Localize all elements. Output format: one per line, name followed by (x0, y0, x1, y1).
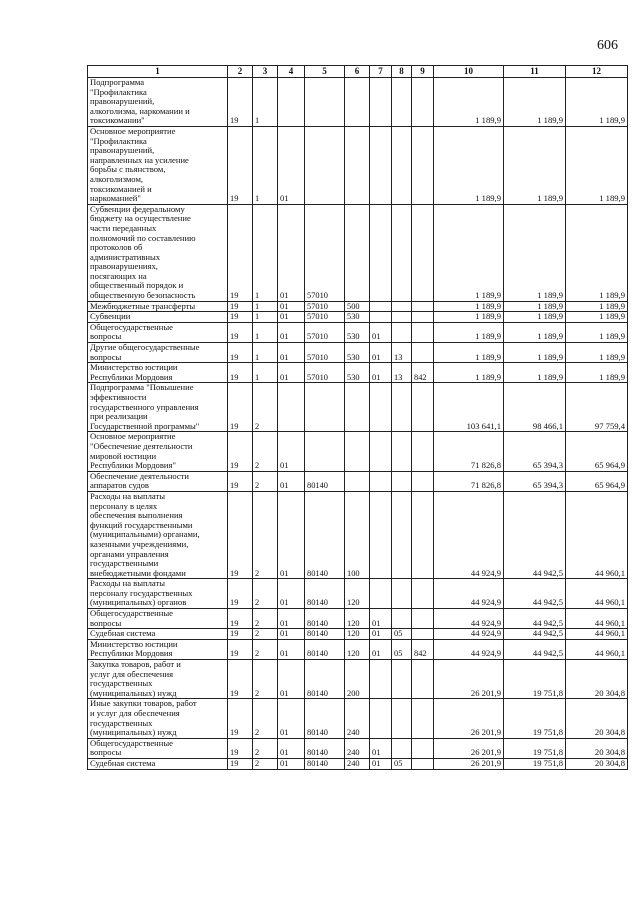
code-col-3: 2 (253, 660, 278, 699)
code-col-5: 80140 (305, 639, 345, 659)
code-col-8 (392, 204, 412, 301)
code-col-9 (412, 432, 434, 471)
code-col-9 (412, 312, 434, 323)
code-col-6: 240 (345, 699, 370, 738)
table-row (88, 301, 628, 312)
table-row (88, 579, 628, 609)
row-name: Расходы на выплаты персоналу в целях обеспечения выполнения функций государственными (муниципальными) органами, казенными учреждениями, органами управления государственными внебюджетными фондами (88, 491, 228, 578)
column-header-3: 3 (253, 66, 278, 78)
code-col-5 (305, 78, 345, 127)
amount-col-11: 44 942,5 (504, 491, 566, 578)
code-col-2: 19 (228, 363, 253, 383)
code-col-8 (392, 471, 412, 491)
code-col-8: 05 (392, 629, 412, 640)
amount-col-12: 65 964,9 (566, 432, 628, 471)
code-col-6 (345, 471, 370, 491)
code-col-8 (392, 660, 412, 699)
amount-col-12: 44 960,1 (566, 639, 628, 659)
amount-col-12: 1 189,9 (566, 301, 628, 312)
code-col-5: 57010 (305, 204, 345, 301)
code-col-6: 530 (345, 312, 370, 323)
code-col-5: 80140 (305, 699, 345, 738)
code-col-2: 19 (228, 609, 253, 629)
column-header-1: 1 (88, 66, 228, 78)
table-row (88, 699, 628, 738)
code-col-3: 2 (253, 383, 278, 432)
column-header-10: 10 (434, 66, 504, 78)
code-col-6: 120 (345, 579, 370, 609)
table-row (88, 758, 628, 769)
code-col-2: 19 (228, 432, 253, 471)
amount-col-12: 20 304,8 (566, 699, 628, 738)
row-name: Общегосударственные вопросы (88, 609, 228, 629)
amount-col-11: 44 942,5 (504, 629, 566, 640)
code-col-2: 19 (228, 639, 253, 659)
table-row (88, 78, 628, 127)
code-col-3: 1 (253, 363, 278, 383)
row-name: Подпрограмма "Повышение эффективности государственного управления при реализации Государственной программы" (88, 383, 228, 432)
code-col-3: 2 (253, 758, 278, 769)
amount-col-11: 1 189,9 (504, 301, 566, 312)
code-col-5 (305, 126, 345, 204)
code-col-6: 240 (345, 738, 370, 758)
code-col-3: 1 (253, 301, 278, 312)
code-col-4: 01 (278, 491, 305, 578)
code-col-3: 2 (253, 639, 278, 659)
amount-col-11: 19 751,8 (504, 758, 566, 769)
code-col-5: 57010 (305, 301, 345, 312)
code-col-9 (412, 629, 434, 640)
code-col-9 (412, 322, 434, 342)
code-col-6: 120 (345, 639, 370, 659)
code-col-9 (412, 579, 434, 609)
table-row (88, 363, 628, 383)
code-col-2: 19 (228, 699, 253, 738)
code-col-4: 01 (278, 432, 305, 471)
code-col-5: 80140 (305, 758, 345, 769)
code-col-2: 19 (228, 343, 253, 363)
amount-col-11: 65 394,3 (504, 432, 566, 471)
amount-col-10: 26 201,9 (434, 660, 504, 699)
code-col-4: 01 (278, 660, 305, 699)
amount-col-11: 44 942,5 (504, 609, 566, 629)
code-col-9 (412, 758, 434, 769)
column-header-4: 4 (278, 66, 305, 78)
code-col-9 (412, 78, 434, 127)
amount-col-10: 71 826,8 (434, 471, 504, 491)
code-col-3: 1 (253, 126, 278, 204)
code-col-3: 1 (253, 312, 278, 323)
amount-col-12: 1 189,9 (566, 363, 628, 383)
amount-col-11: 1 189,9 (504, 78, 566, 127)
code-col-7: 01 (370, 363, 392, 383)
table-row (88, 639, 628, 659)
code-col-7: 01 (370, 738, 392, 758)
header-row (88, 66, 628, 78)
code-col-8 (392, 579, 412, 609)
code-col-2: 19 (228, 383, 253, 432)
row-name: Субвенции федеральному бюджету на осуществление части переданных полномочий по составлению протоколов об административных правонарушениях, посягающих на общественный порядок и общественную безопасность (88, 204, 228, 301)
amount-col-12: 1 189,9 (566, 78, 628, 127)
code-col-8: 05 (392, 639, 412, 659)
row-name: Расходы на выплаты персоналу государственных (муниципальных) органов (88, 579, 228, 609)
code-col-8: 13 (392, 343, 412, 363)
amount-col-12: 1 189,9 (566, 322, 628, 342)
row-name: Основное мероприятие "Профилактика правонарушений, направленных на усиление борьбы с пьянством, алкоголизмом, токсикоманией и наркоманией" (88, 126, 228, 204)
amount-col-10: 26 201,9 (434, 699, 504, 738)
amount-col-10: 44 924,9 (434, 629, 504, 640)
code-col-7 (370, 78, 392, 127)
code-col-3: 2 (253, 609, 278, 629)
code-col-8 (392, 699, 412, 738)
code-col-7 (370, 491, 392, 578)
row-name: Общегосударственные вопросы (88, 322, 228, 342)
code-col-2: 19 (228, 322, 253, 342)
amount-col-11: 1 189,9 (504, 322, 566, 342)
table-row (88, 471, 628, 491)
amount-col-11: 19 751,8 (504, 660, 566, 699)
code-col-8 (392, 432, 412, 471)
amount-col-10: 71 826,8 (434, 432, 504, 471)
amount-col-11: 19 751,8 (504, 699, 566, 738)
code-col-7: 01 (370, 629, 392, 640)
code-col-9 (412, 383, 434, 432)
column-header-12: 12 (566, 66, 628, 78)
code-col-3: 1 (253, 204, 278, 301)
code-col-2: 19 (228, 126, 253, 204)
column-header-7: 7 (370, 66, 392, 78)
column-header-8: 8 (392, 66, 412, 78)
code-col-2: 19 (228, 738, 253, 758)
amount-col-11: 65 394,3 (504, 471, 566, 491)
code-col-2: 19 (228, 312, 253, 323)
table-row (88, 491, 628, 578)
code-col-7: 01 (370, 343, 392, 363)
code-col-5: 57010 (305, 363, 345, 383)
amount-col-10: 1 189,9 (434, 204, 504, 301)
code-col-4: 01 (278, 629, 305, 640)
table-row (88, 432, 628, 471)
code-col-7 (370, 204, 392, 301)
code-col-5 (305, 383, 345, 432)
code-col-8 (392, 738, 412, 758)
code-col-4: 01 (278, 579, 305, 609)
code-col-5: 80140 (305, 629, 345, 640)
code-col-4 (278, 78, 305, 127)
code-col-3: 2 (253, 579, 278, 609)
amount-col-11: 98 466,1 (504, 383, 566, 432)
row-name: Судебная система (88, 629, 228, 640)
code-col-2: 19 (228, 660, 253, 699)
code-col-5: 57010 (305, 343, 345, 363)
amount-col-12: 20 304,8 (566, 738, 628, 758)
amount-col-12: 44 960,1 (566, 579, 628, 609)
code-col-8: 05 (392, 758, 412, 769)
code-col-4: 01 (278, 758, 305, 769)
row-name: Закупка товаров, работ и услуг для обеспечения государственных (муниципальных) нужд (88, 660, 228, 699)
code-col-6 (345, 126, 370, 204)
code-col-4: 01 (278, 699, 305, 738)
code-col-7 (370, 312, 392, 323)
code-col-9: 842 (412, 363, 434, 383)
code-col-7 (370, 126, 392, 204)
amount-col-11: 1 189,9 (504, 343, 566, 363)
column-header-5: 5 (305, 66, 345, 78)
amount-col-10: 1 189,9 (434, 343, 504, 363)
amount-col-11: 44 942,5 (504, 639, 566, 659)
amount-col-12: 1 189,9 (566, 312, 628, 323)
code-col-4: 01 (278, 301, 305, 312)
code-col-5 (305, 432, 345, 471)
amount-col-10: 1 189,9 (434, 126, 504, 204)
code-col-2: 19 (228, 629, 253, 640)
code-col-7 (370, 471, 392, 491)
code-col-7 (370, 699, 392, 738)
row-name: Подпрограмма "Профилактика правонарушений, алкоголизма, наркомании и токсикомании" (88, 78, 228, 127)
row-name: Судебная система (88, 758, 228, 769)
amount-col-10: 1 189,9 (434, 78, 504, 127)
code-col-8 (392, 126, 412, 204)
amount-col-10: 44 924,9 (434, 579, 504, 609)
code-col-3: 2 (253, 491, 278, 578)
amount-col-12: 1 189,9 (566, 343, 628, 363)
amount-col-11: 44 942,5 (504, 579, 566, 609)
amount-col-10: 26 201,9 (434, 758, 504, 769)
code-col-3: 2 (253, 629, 278, 640)
code-col-4: 01 (278, 312, 305, 323)
code-col-6 (345, 78, 370, 127)
code-col-2: 19 (228, 471, 253, 491)
code-col-5: 80140 (305, 579, 345, 609)
code-col-4: 01 (278, 609, 305, 629)
amount-col-12: 44 960,1 (566, 629, 628, 640)
table-row (88, 204, 628, 301)
row-name: Общегосударственные вопросы (88, 738, 228, 758)
code-col-2: 19 (228, 78, 253, 127)
code-col-6: 530 (345, 363, 370, 383)
code-col-2: 19 (228, 204, 253, 301)
code-col-3: 1 (253, 322, 278, 342)
amount-col-12: 44 960,1 (566, 609, 628, 629)
code-col-2: 19 (228, 301, 253, 312)
code-col-8 (392, 78, 412, 127)
amount-col-10: 1 189,9 (434, 301, 504, 312)
amount-col-12: 65 964,9 (566, 471, 628, 491)
amount-col-10: 1 189,9 (434, 312, 504, 323)
code-col-5: 80140 (305, 738, 345, 758)
row-name: Иные закупки товаров, работ и услуг для обеспечения государственных (муниципальных) нужд (88, 699, 228, 738)
code-col-4: 01 (278, 738, 305, 758)
column-header-6: 6 (345, 66, 370, 78)
code-col-9 (412, 660, 434, 699)
code-col-9 (412, 609, 434, 629)
code-col-4: 01 (278, 471, 305, 491)
budget-table (87, 65, 628, 770)
page-number: 606 (597, 38, 618, 53)
code-col-8 (392, 312, 412, 323)
code-col-5: 57010 (305, 322, 345, 342)
amount-col-11: 1 189,9 (504, 126, 566, 204)
code-col-5: 80140 (305, 660, 345, 699)
code-col-7 (370, 432, 392, 471)
code-col-3: 2 (253, 738, 278, 758)
code-col-9 (412, 738, 434, 758)
code-col-5: 80140 (305, 609, 345, 629)
code-col-7: 01 (370, 322, 392, 342)
code-col-6 (345, 204, 370, 301)
code-col-6: 120 (345, 609, 370, 629)
amount-col-10: 1 189,9 (434, 363, 504, 383)
table-row (88, 343, 628, 363)
code-col-7: 01 (370, 639, 392, 659)
code-col-7 (370, 301, 392, 312)
code-col-8 (392, 383, 412, 432)
amount-col-11: 1 189,9 (504, 363, 566, 383)
amount-col-12: 20 304,8 (566, 758, 628, 769)
amount-col-10: 1 189,9 (434, 322, 504, 342)
code-col-9 (412, 699, 434, 738)
code-col-7 (370, 660, 392, 699)
table-row (88, 609, 628, 629)
amount-col-11: 19 751,8 (504, 738, 566, 758)
code-col-3: 1 (253, 78, 278, 127)
column-header-9: 9 (412, 66, 434, 78)
code-col-8 (392, 322, 412, 342)
code-col-9 (412, 126, 434, 204)
code-col-5: 57010 (305, 312, 345, 323)
code-col-9 (412, 301, 434, 312)
row-name: Министерство юстиции Республики Мордовия (88, 639, 228, 659)
code-col-5: 80140 (305, 471, 345, 491)
code-col-9 (412, 204, 434, 301)
code-col-4: 01 (278, 343, 305, 363)
code-col-4: 01 (278, 639, 305, 659)
amount-col-12: 20 304,8 (566, 660, 628, 699)
code-col-6: 100 (345, 491, 370, 578)
code-col-7 (370, 579, 392, 609)
code-col-8 (392, 491, 412, 578)
row-name: Основное мероприятие "Обеспечение деятельности мировой юстиции Республики Мордовия" (88, 432, 228, 471)
table-row (88, 660, 628, 699)
row-name: Министерство юстиции Республики Мордовия (88, 363, 228, 383)
column-header-11: 11 (504, 66, 566, 78)
code-col-8 (392, 609, 412, 629)
code-col-4: 01 (278, 363, 305, 383)
code-col-8: 13 (392, 363, 412, 383)
code-col-4: 01 (278, 322, 305, 342)
code-col-7 (370, 383, 392, 432)
code-col-4 (278, 383, 305, 432)
row-name: Межбюджетные трансферты (88, 301, 228, 312)
code-col-6 (345, 432, 370, 471)
amount-col-12: 44 960,1 (566, 491, 628, 578)
row-name: Субвенции (88, 312, 228, 323)
code-col-6: 500 (345, 301, 370, 312)
code-col-6: 120 (345, 629, 370, 640)
code-col-7: 01 (370, 758, 392, 769)
amount-col-12: 1 189,9 (566, 126, 628, 204)
row-name: Другие общегосударственные вопросы (88, 343, 228, 363)
code-col-6: 530 (345, 343, 370, 363)
table-row (88, 322, 628, 342)
code-col-2: 19 (228, 758, 253, 769)
code-col-6: 530 (345, 322, 370, 342)
table-row (88, 126, 628, 204)
table-row (88, 312, 628, 323)
code-col-3: 2 (253, 471, 278, 491)
code-col-3: 2 (253, 699, 278, 738)
amount-col-10: 44 924,9 (434, 491, 504, 578)
amount-col-11: 1 189,9 (504, 204, 566, 301)
amount-col-10: 26 201,9 (434, 738, 504, 758)
amount-col-12: 97 759,4 (566, 383, 628, 432)
amount-col-10: 44 924,9 (434, 609, 504, 629)
code-col-8 (392, 301, 412, 312)
code-col-4: 01 (278, 204, 305, 301)
amount-col-10: 44 924,9 (434, 639, 504, 659)
code-col-3: 2 (253, 432, 278, 471)
code-col-9 (412, 471, 434, 491)
code-col-2: 19 (228, 579, 253, 609)
code-col-9 (412, 491, 434, 578)
code-col-6 (345, 383, 370, 432)
code-col-4: 01 (278, 126, 305, 204)
code-col-9: 842 (412, 639, 434, 659)
code-col-7: 01 (370, 609, 392, 629)
amount-col-11: 1 189,9 (504, 312, 566, 323)
column-header-2: 2 (228, 66, 253, 78)
code-col-5: 80140 (305, 491, 345, 578)
code-col-9 (412, 343, 434, 363)
code-col-2: 19 (228, 491, 253, 578)
table-row (88, 383, 628, 432)
code-col-6: 200 (345, 660, 370, 699)
table-row (88, 738, 628, 758)
table-row (88, 629, 628, 640)
row-name: Обеспечение деятельности аппаратов судов (88, 471, 228, 491)
code-col-6: 240 (345, 758, 370, 769)
amount-col-12: 1 189,9 (566, 204, 628, 301)
code-col-3: 1 (253, 343, 278, 363)
amount-col-10: 103 641,1 (434, 383, 504, 432)
